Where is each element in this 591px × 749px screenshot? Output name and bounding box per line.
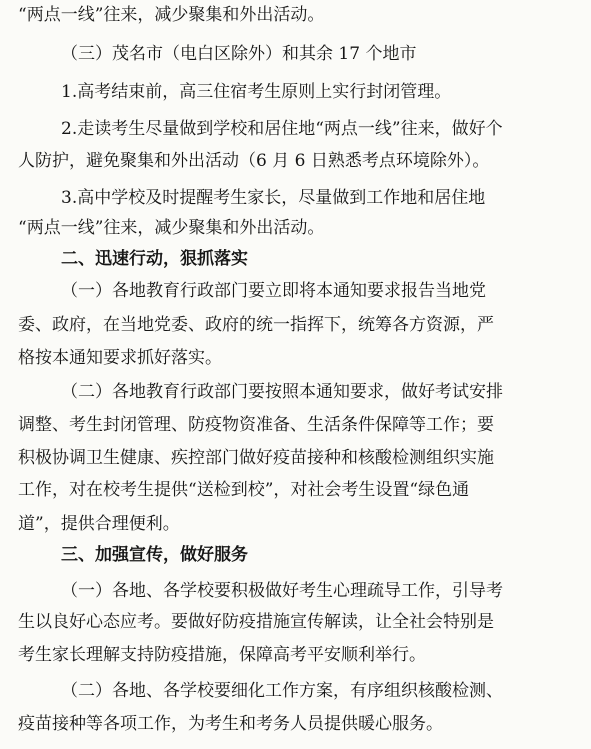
- text-line: 3.高中学校及时提醒考生家长，尽量做到工作地和居住地: [61, 188, 486, 208]
- text-line: 疫苗接种等各项工作，为考生和考务人员提供暖心服务。: [18, 714, 443, 734]
- text-line: 考生家长理解支持防疫措施，保障高考平安顺利举行。: [18, 645, 426, 665]
- text-line: 2.走读考生尽量做到学校和居住地“两点一线”往来，做好个: [61, 119, 503, 139]
- section-heading: 三、加强宣传，做好服务: [61, 545, 248, 565]
- text-line: 工作，对在校考生提供“送检到校”，对社会考生设置“绿色通: [18, 480, 470, 500]
- text-line: （一）各地、各学校要积极做好考生心理疏导工作，引导考: [61, 581, 503, 601]
- text-line: “两点一线”往来，减少聚集和外出活动。: [18, 5, 325, 25]
- text-line: 道”，提供合理便利。: [18, 514, 180, 534]
- text-line: 格按本通知要求抓好落实。: [18, 348, 222, 368]
- text-line: 1.高考结束前，高三住宿考生原则上实行封闭管理。: [61, 82, 452, 102]
- section-heading: 二、迅速行动，狠抓落实: [61, 249, 248, 269]
- text-line: （二）各地教育行政部门要按照本通知要求，做好考试安排: [61, 382, 503, 402]
- text-line: 生以良好心态应考。要做好防疫措施宣传解读，让全社会特别是: [18, 612, 494, 632]
- text-line: （二）各地、各学校要细化工作方案，有序组织核酸检测、: [61, 681, 503, 701]
- text-line: 人防护，避免聚集和外出活动（6 月 6 日熟悉考点环境除外）。: [18, 151, 490, 171]
- text-line: “两点一线”往来，减少聚集和外出活动。: [18, 218, 325, 238]
- subsection-heading: （三）茂名市（电白区除外）和其余 17 个地市: [61, 44, 417, 64]
- text-line: （一）各地教育行政部门要立即将本通知要求报告当地党: [61, 281, 486, 301]
- text-line: 调整、考生封闭管理、防疫物资准备、生活条件保障等工作；要: [18, 415, 494, 435]
- text-line: 委、政府，在当地党委、政府的统一指挥下，统筹各方资源，严: [18, 315, 494, 335]
- text-line: 积极协调卫生健康、疾控部门做好疫苗接种和核酸检测组织实施: [18, 448, 494, 468]
